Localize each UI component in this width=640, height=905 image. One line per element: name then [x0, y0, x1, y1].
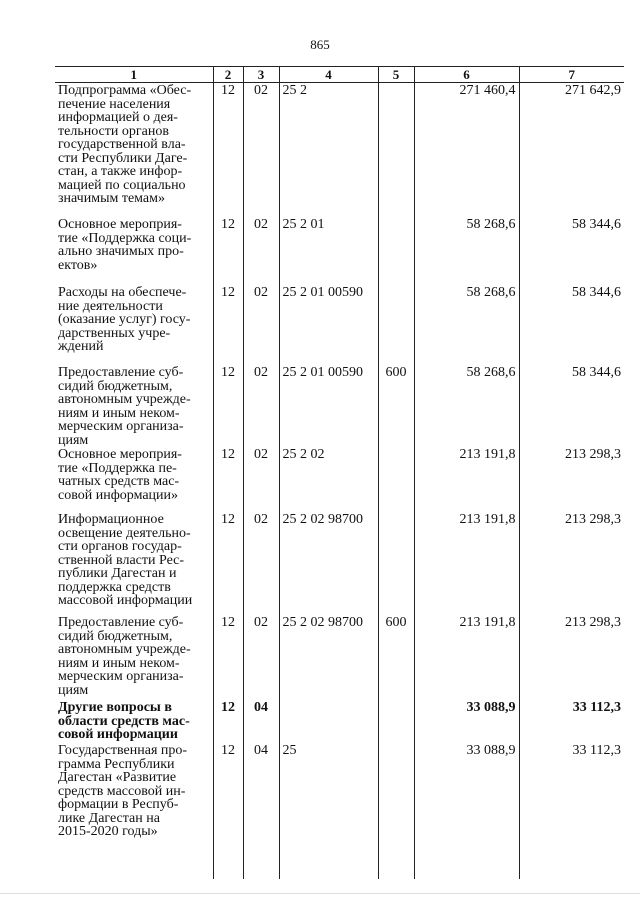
row-target-code: 25 2 02 [279, 447, 378, 512]
row-name: Другие вопросы в области средств мас- совой информации [55, 700, 213, 743]
row-target-code: 25 [279, 743, 378, 879]
row-section: 12 [213, 512, 243, 615]
row-section: 12 [213, 217, 243, 285]
row-expense-type [378, 512, 414, 615]
row-amount-col7: 213 298,3 [519, 512, 624, 615]
table-row [55, 217, 624, 285]
row-target-code: 25 2 01 00590 [279, 285, 378, 365]
row-name: Подпрограмма «Обес- печение населения информацией о дея- тельности органов государственной вла- сти Республики Даге- стан, а также инфор- мацией по социально значимым темам» [55, 83, 213, 218]
table-header [55, 67, 624, 83]
row-subsection: 02 [243, 615, 279, 700]
row-section: 12 [213, 700, 243, 743]
row-target-code: 25 2 01 [279, 217, 378, 285]
header-col-6: 6 [414, 67, 519, 83]
row-amount-col6: 58 268,6 [414, 365, 519, 447]
row-amount-col7: 33 112,3 [519, 700, 624, 743]
row-target-code: 25 2 [279, 83, 378, 218]
row-amount-col6: 271 460,4 [414, 83, 519, 218]
row-expense-type: 600 [378, 615, 414, 700]
row-expense-type [378, 83, 414, 218]
row-subsection: 02 [243, 512, 279, 615]
table-row [55, 365, 624, 447]
row-expense-type [378, 700, 414, 743]
row-section: 12 [213, 743, 243, 879]
table-row [55, 615, 624, 700]
row-subsection: 02 [243, 83, 279, 218]
header-col-3: 3 [243, 67, 279, 83]
row-section: 12 [213, 615, 243, 700]
row-amount-col7: 58 344,6 [519, 365, 624, 447]
row-amount-col6: 58 268,6 [414, 217, 519, 285]
budget-table [55, 66, 624, 879]
page-bottom-edge [0, 893, 640, 894]
table-row [55, 83, 624, 218]
table-row [55, 285, 624, 365]
header-col-1: 1 [55, 67, 213, 83]
row-expense-type [378, 217, 414, 285]
row-expense-type [378, 285, 414, 365]
row-amount-col7: 213 298,3 [519, 615, 624, 700]
row-target-code [279, 700, 378, 743]
row-amount-col6: 213 191,8 [414, 447, 519, 512]
table-row [55, 743, 624, 879]
row-expense-type [378, 743, 414, 879]
table-row [55, 700, 624, 743]
row-name: Предоставление суб- сидий бюджетным, автономным учрежде- ниям и иным неком- мерческим организа- циям [55, 615, 213, 700]
row-name: Информационное освещение деятельно- сти органов государ- ственной власти Рес- публики Дагестан и поддержка средств массовой информации [55, 512, 213, 615]
row-target-code: 25 2 02 98700 [279, 615, 378, 700]
page-number: 865 [310, 37, 330, 52]
row-amount-col7: 58 344,6 [519, 285, 624, 365]
row-target-code: 25 2 02 98700 [279, 512, 378, 615]
row-subsection: 02 [243, 447, 279, 512]
header-col-5: 5 [378, 67, 414, 83]
row-amount-col7: 271 642,9 [519, 83, 624, 218]
table-body [55, 83, 624, 880]
row-amount-col6: 213 191,8 [414, 615, 519, 700]
table-row [55, 512, 624, 615]
row-amount-col7: 213 298,3 [519, 447, 624, 512]
row-subsection: 04 [243, 743, 279, 879]
header-col-7: 7 [519, 67, 624, 83]
row-amount-col7: 33 112,3 [519, 743, 624, 879]
row-amount-col6: 213 191,8 [414, 512, 519, 615]
row-section: 12 [213, 285, 243, 365]
row-subsection: 02 [243, 285, 279, 365]
row-amount-col6: 33 088,9 [414, 743, 519, 879]
header-col-2: 2 [213, 67, 243, 83]
header-col-4: 4 [279, 67, 378, 83]
row-subsection: 04 [243, 700, 279, 743]
row-name: Предоставление суб- сидий бюджетным, автономным учрежде- ниям и иным неком- мерческим организа- циям [55, 365, 213, 447]
row-name: Основное мероприя- тие «Поддержка пе- чатных средств мас- совой информации» [55, 447, 213, 512]
row-section: 12 [213, 83, 243, 218]
row-amount-col6: 33 088,9 [414, 700, 519, 743]
row-amount-col7: 58 344,6 [519, 217, 624, 285]
header-row [55, 67, 624, 83]
row-section: 12 [213, 365, 243, 447]
row-name: Основное мероприя- тие «Поддержка соци- ально значимых про- ектов» [55, 217, 213, 285]
row-name: Государственная про- грамма Республики Дагестан «Развитие средств массовой ин- формации в Респуб- лике Дагестан на 2015-2020 годы» [55, 743, 213, 879]
row-amount-col6: 58 268,6 [414, 285, 519, 365]
row-target-code: 25 2 01 00590 [279, 365, 378, 447]
row-subsection: 02 [243, 217, 279, 285]
row-expense-type [378, 447, 414, 512]
table-row [55, 447, 624, 512]
row-name: Расходы на обеспече- ние деятельности (оказание услуг) госу- дарственных учре- ждений [55, 285, 213, 365]
row-section: 12 [213, 447, 243, 512]
row-expense-type: 600 [378, 365, 414, 447]
row-subsection: 02 [243, 365, 279, 447]
